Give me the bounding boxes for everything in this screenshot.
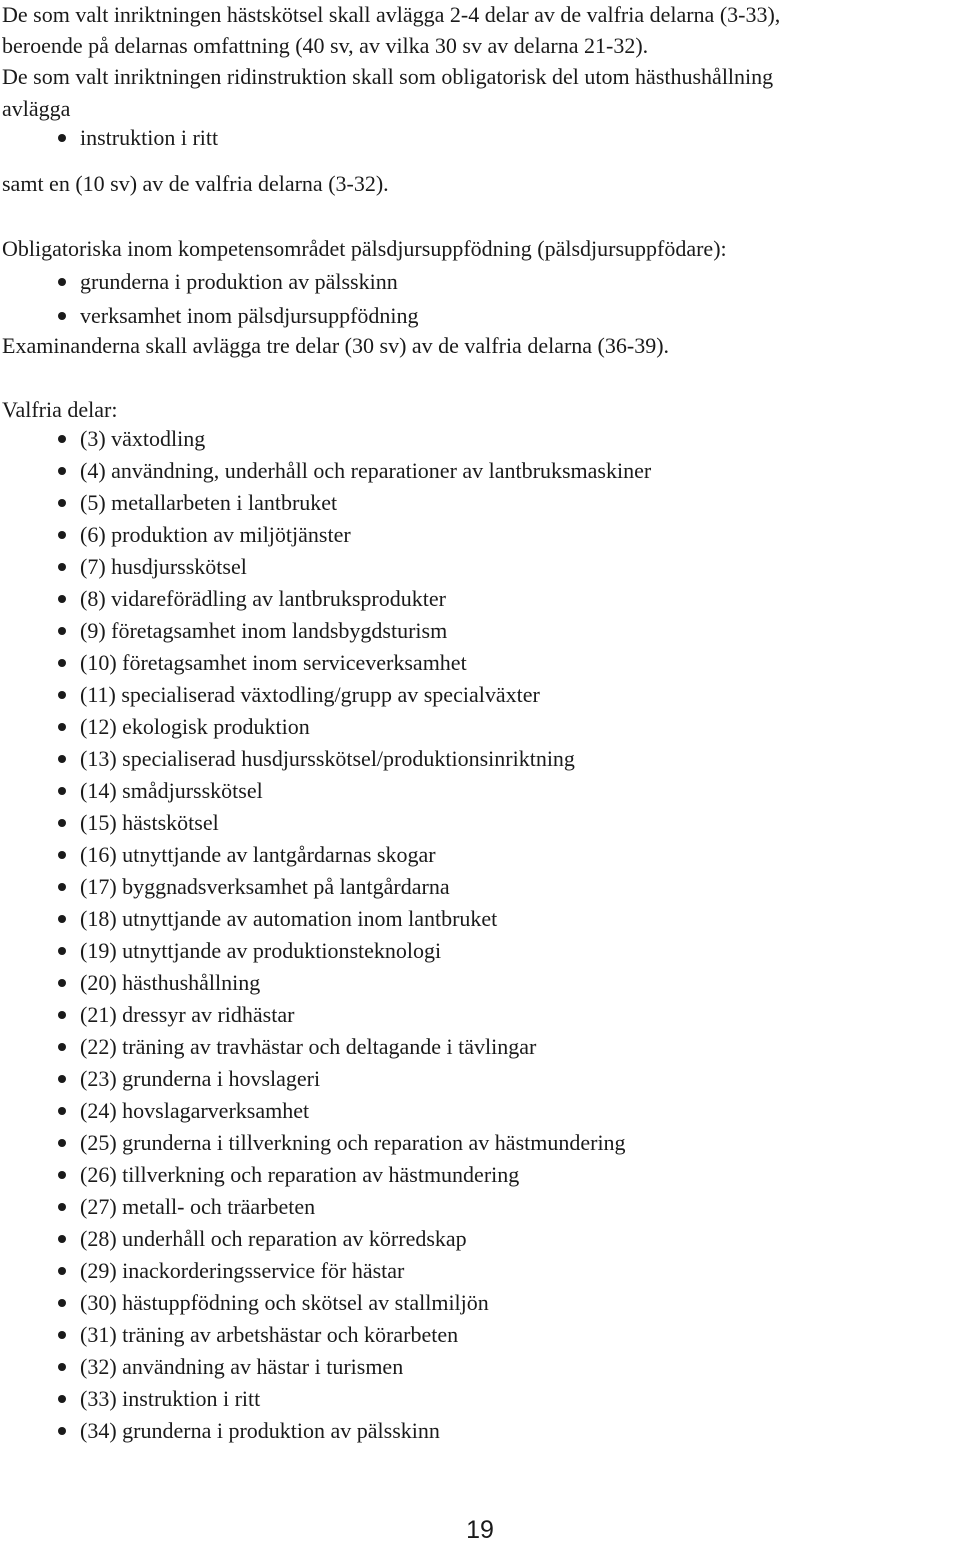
- list-item-text: (13) specialiserad husdjursskötsel/produktionsinriktning: [80, 746, 575, 771]
- bullet-icon: [58, 563, 66, 571]
- list-item: [0, 871, 651, 903]
- bullet-icon: [58, 883, 66, 891]
- bullet-icon: [58, 1107, 66, 1115]
- bullet-icon: [58, 1235, 66, 1243]
- list-item-text: verksamhet inom pälsdjursuppfödning: [80, 303, 419, 328]
- paragraph-line: avlägga: [2, 96, 71, 121]
- list-item-text: (18) utnyttjande av automation inom lantbruket: [80, 906, 498, 931]
- section-heading-obligatory: Obligatoriska inom kompetensområdet pälsdjursuppfödning (pälsdjursuppfödare):: [2, 236, 727, 261]
- page-number: 19: [466, 1516, 494, 1544]
- bullet-icon: [58, 755, 66, 763]
- bullet-icon: [58, 915, 66, 923]
- list-item: [0, 265, 419, 299]
- list-item-text: (12) ekologisk produktion: [80, 714, 310, 739]
- list-item: [0, 807, 651, 839]
- bullet-icon: [58, 979, 66, 987]
- list-item-text: (20) hästhushållning: [80, 970, 261, 995]
- list-item-text: (10) företagsamhet inom serviceverksamhet: [80, 650, 467, 675]
- list-item: [0, 1287, 651, 1319]
- bullet-icon: [58, 691, 66, 699]
- list-item: [0, 903, 651, 935]
- list-item: [0, 423, 651, 455]
- bullet-icon: [58, 723, 66, 731]
- bullet-icon: [58, 1043, 66, 1051]
- list-item-text: (21) dressyr av ridhästar: [80, 1002, 295, 1027]
- list-item: [0, 967, 651, 999]
- list-item-text: (28) underhåll och reparation av körredskap: [80, 1226, 467, 1251]
- bullet-icon: [58, 1331, 66, 1339]
- list-item: [0, 1415, 651, 1447]
- list-item: [0, 1063, 651, 1095]
- list-item: [0, 615, 651, 647]
- bullet-icon: [58, 278, 66, 286]
- bullet-icon: [58, 595, 66, 603]
- bullet-icon: [58, 1427, 66, 1435]
- list-item-text: (8) vidareförädling av lantbruksprodukter: [80, 586, 446, 611]
- bullet-icon: [58, 1363, 66, 1371]
- list-item: [0, 999, 651, 1031]
- list-item: [0, 711, 651, 743]
- list-item: [0, 299, 419, 333]
- list-item: [0, 519, 651, 551]
- bullet-icon: [58, 627, 66, 635]
- list-item-text: (32) användning av hästar i turismen: [80, 1354, 404, 1379]
- list-item-text: (29) inackorderingsservice för hästar: [80, 1258, 405, 1283]
- list-item: [0, 647, 651, 679]
- list-item: [0, 1255, 651, 1287]
- bullet-icon: [58, 851, 66, 859]
- bullet-icon: [58, 531, 66, 539]
- list-item-text: (15) hästskötsel: [80, 810, 219, 835]
- section-heading-valfria: Valfria delar:: [2, 397, 118, 422]
- list-item: [0, 839, 651, 871]
- list-item-text: (22) träning av travhästar och deltagande i tävlingar: [80, 1034, 537, 1059]
- bullet-icon: [58, 435, 66, 443]
- list-item-text: (6) produktion av miljötjänster: [80, 522, 351, 547]
- list-item-text: (30) hästuppfödning och skötsel av stallmiljön: [80, 1290, 489, 1315]
- list-item: [0, 1031, 651, 1063]
- list-item-text: (16) utnyttjande av lantgårdarnas skogar: [80, 842, 436, 867]
- obligatory-bullet-list: [0, 265, 419, 333]
- list-item-text: (4) användning, underhåll och reparationer av lantbruksmaskiner: [80, 458, 652, 483]
- bullet-icon: [58, 312, 66, 320]
- list-item-text: (3) växtodling: [80, 426, 206, 451]
- intro-bullet-list: [0, 121, 218, 155]
- bullet-icon: [58, 467, 66, 475]
- list-item-text: (33) instruktion i ritt: [80, 1386, 261, 1411]
- bullet-icon: [58, 659, 66, 667]
- paragraph-line: De som valt inriktningen ridinstruktion skall som obligatorisk del utom hästhushållning: [2, 64, 774, 89]
- bullet-icon: [58, 1267, 66, 1275]
- list-item-text: (17) byggnadsverksamhet på lantgårdarna: [80, 874, 450, 899]
- paragraph-line: De som valt inriktningen hästskötsel skall avlägga 2-4 delar av de valfria delarna (3-33),: [2, 2, 781, 27]
- list-item: [0, 1191, 651, 1223]
- list-item: [0, 1127, 651, 1159]
- list-item: [0, 1159, 651, 1191]
- bullet-icon: [58, 134, 66, 142]
- list-item-text: (25) grunderna i tillverkning och reparation av hästmundering: [80, 1130, 626, 1155]
- paragraph-line: samt en (10 sv) av de valfria delarna (3-32).: [2, 171, 389, 196]
- bullet-icon: [58, 1139, 66, 1147]
- list-item: [0, 935, 651, 967]
- paragraph-line: beroende på delarnas omfattning (40 sv, av vilka 30 sv av delarna 21-32).: [2, 33, 649, 58]
- list-item: [0, 551, 651, 583]
- list-item: [0, 1223, 651, 1255]
- valfria-bullet-list: [0, 423, 651, 1447]
- list-item-text: (24) hovslagarverksamhet: [80, 1098, 310, 1123]
- list-item-text: (11) specialiserad växtodling/grupp av specialväxter: [80, 682, 540, 707]
- list-item-text: (23) grunderna i hovslageri: [80, 1066, 321, 1091]
- list-item: [0, 487, 651, 519]
- list-item: [0, 121, 218, 155]
- list-item-text: (19) utnyttjande av produktionsteknologi: [80, 938, 442, 963]
- bullet-icon: [58, 1299, 66, 1307]
- bullet-icon: [58, 1171, 66, 1179]
- list-item: [0, 1319, 651, 1351]
- list-item-text: (34) grunderna i produktion av pälsskinn: [80, 1418, 440, 1443]
- list-item: [0, 1095, 651, 1127]
- list-item-text: (27) metall- och träarbeten: [80, 1194, 316, 1219]
- list-item-text: (14) smådjursskötsel: [80, 778, 263, 803]
- list-item-text: (31) träning av arbetshästar och körarbeten: [80, 1322, 459, 1347]
- list-item: [0, 775, 651, 807]
- list-item-text: (5) metallarbeten i lantbruket: [80, 490, 338, 515]
- bullet-icon: [58, 787, 66, 795]
- bullet-icon: [58, 1075, 66, 1083]
- list-item-text: (7) husdjursskötsel: [80, 554, 247, 579]
- bullet-icon: [58, 819, 66, 827]
- list-item: [0, 743, 651, 775]
- list-item: [0, 455, 651, 487]
- bullet-icon: [58, 947, 66, 955]
- paragraph-line: Examinanderna skall avlägga tre delar (30 sv) av de valfria delarna (36-39).: [2, 333, 670, 358]
- bullet-icon: [58, 1203, 66, 1211]
- list-item: [0, 1383, 651, 1415]
- list-item: [0, 583, 651, 615]
- list-item: [0, 679, 651, 711]
- list-item-text: grunderna i produktion av pälsskinn: [80, 269, 398, 294]
- bullet-icon: [58, 1395, 66, 1403]
- list-item-text: (26) tillverkning och reparation av hästmundering: [80, 1162, 520, 1187]
- bullet-icon: [58, 1011, 66, 1019]
- list-item-text: (9) företagsamhet inom landsbygdsturism: [80, 618, 448, 643]
- list-item-text: instruktion i ritt: [80, 125, 219, 150]
- bullet-icon: [58, 499, 66, 507]
- list-item: [0, 1351, 651, 1383]
